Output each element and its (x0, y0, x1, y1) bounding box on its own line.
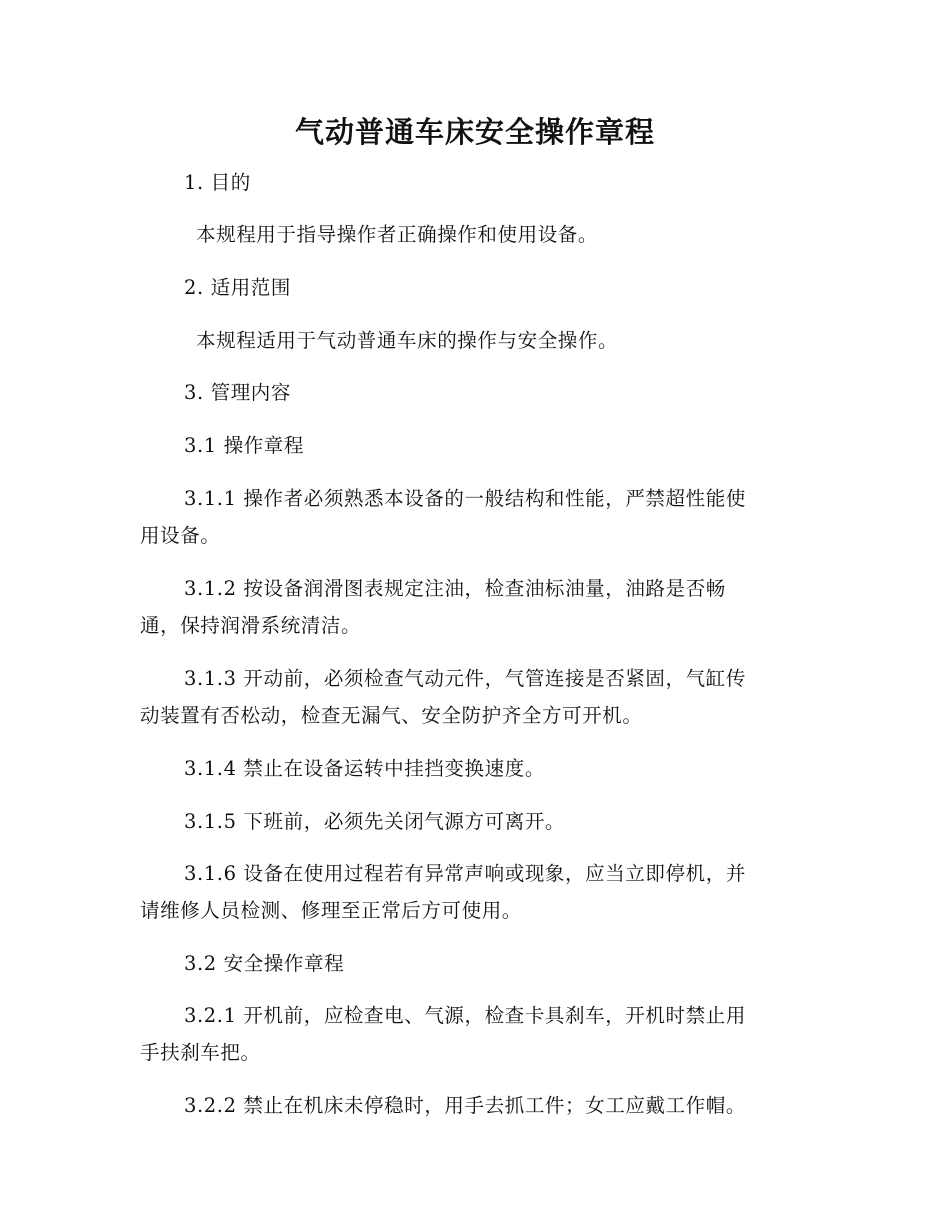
document-title: 气动普通车床安全操作章程 (294, 115, 655, 149)
clause-3-1-2-line-2: 通，保持润滑系统清洁。 (140, 614, 362, 637)
clause-3-1-1-line-2: 用设备。 (140, 524, 221, 547)
clause-3-1-1-line-1: 3.1.1 操作者必须熟悉本设备的一般结构和性能，严禁超性能使 (184, 487, 746, 510)
clause-3-1-4: 3.1.4 禁止在设备运转中挂挡变换速度。 (184, 757, 545, 780)
section-heading-purpose: 1. 目的 (184, 171, 251, 194)
section-heading-management: 3. 管理内容 (184, 381, 292, 404)
clause-3-1-5: 3.1.5 下班前，必须先关闭气源方可离开。 (184, 810, 566, 833)
clause-3-1-6-line-1: 3.1.6 设备在使用过程若有异常声响或现象，应当立即停机，并 (184, 862, 746, 885)
purpose-text: 本规程用于指导操作者正确操作和使用设备。 (196, 223, 599, 246)
subsection-heading-operation: 3.1 操作章程 (184, 434, 305, 457)
clause-3-2-2: 3.2.2 禁止在机床未停稳时，用手去抓工件；女工应戴工作帽。 (184, 1094, 746, 1117)
clause-3-1-6-line-2: 请维修人员检测、修理至正常后方可使用。 (140, 899, 522, 922)
clause-3-2-1-line-2: 手扶刹车把。 (140, 1041, 261, 1064)
clause-3-1-3-line-1: 3.1.3 开动前，必须检查气动元件，气管连接是否紧固，气缸传 (184, 667, 746, 690)
clause-3-1-2-line-1: 3.1.2 按设备润滑图表规定注油，检查油标油量，油路是否畅 (184, 577, 726, 600)
clause-3-1-3-line-2: 动装置有否松动，检查无漏气、安全防护齐全方可开机。 (140, 704, 643, 727)
subsection-heading-safety: 3.2 安全操作章程 (184, 952, 345, 975)
scope-text: 本规程适用于气动普通车床的操作与安全操作。 (196, 329, 619, 352)
clause-3-2-1-line-1: 3.2.1 开机前，应检查电、气源，检查卡具刹车，开机时禁止用 (184, 1004, 746, 1027)
section-heading-scope: 2. 适用范围 (184, 276, 292, 299)
